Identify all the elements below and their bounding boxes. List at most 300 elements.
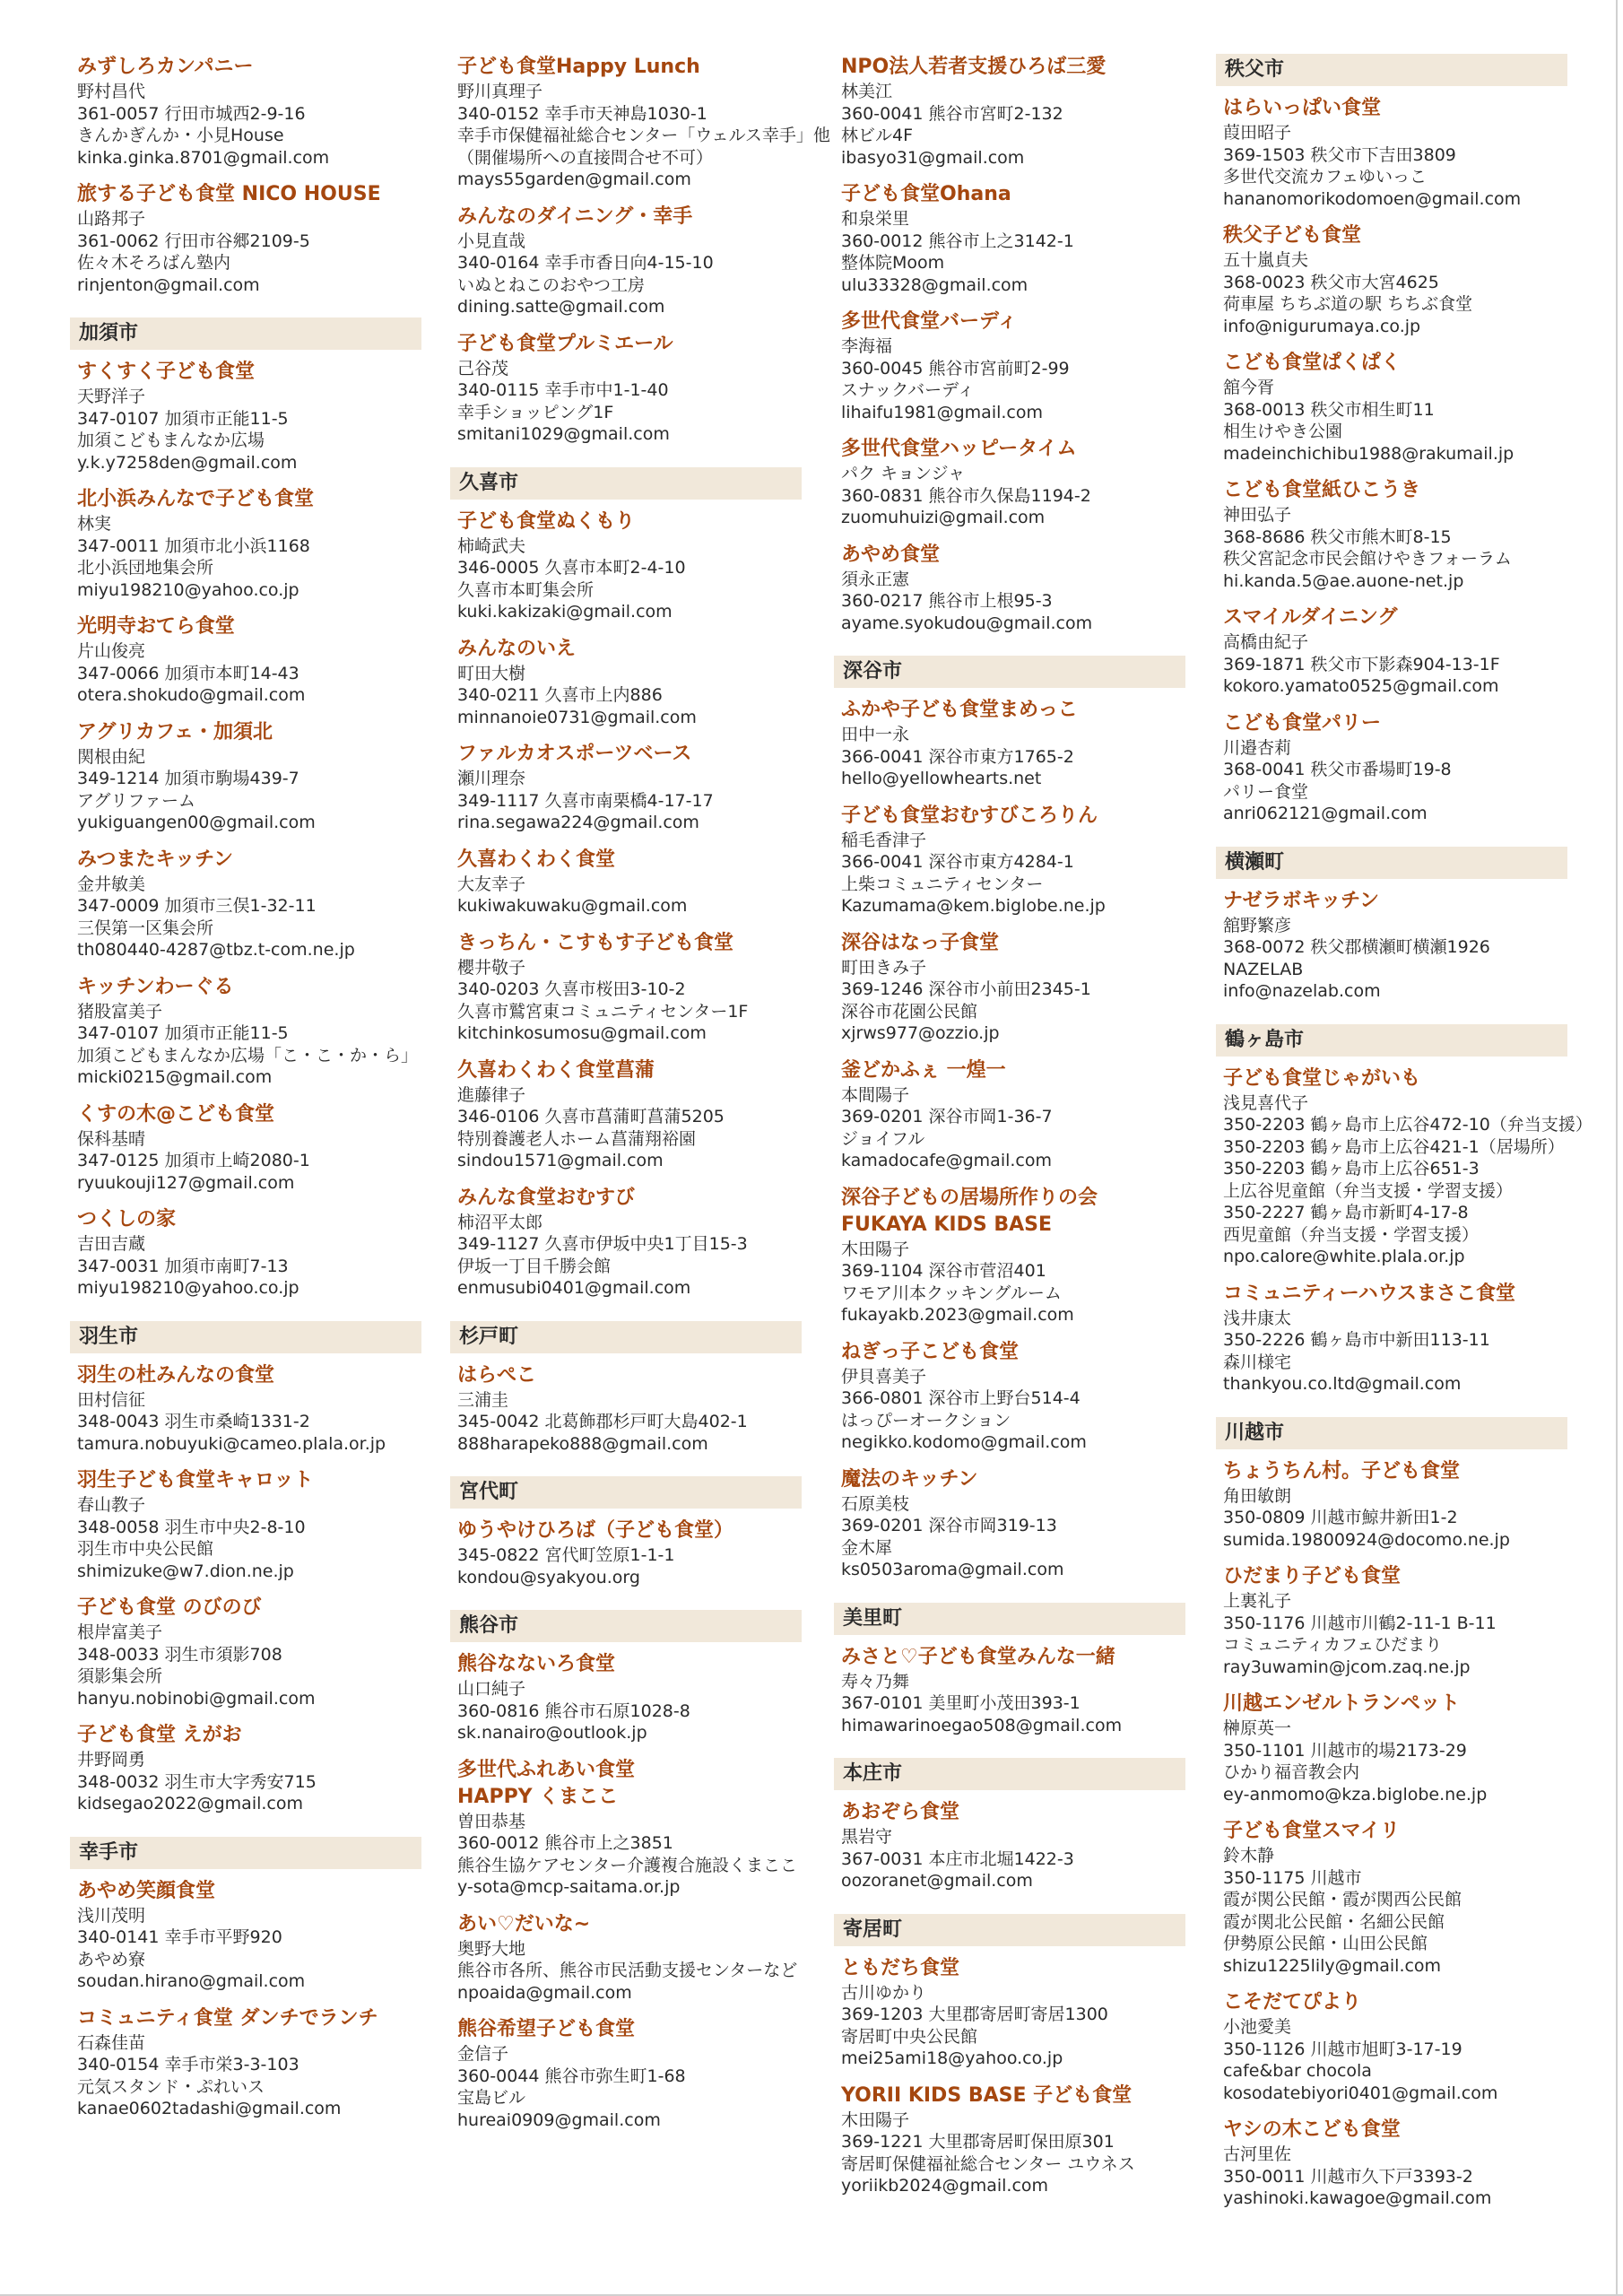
cafeteria-entry bbox=[1216, 1691, 1567, 1805]
detail-line: 349-1214 加須市駒場439-7 bbox=[77, 769, 299, 788]
detail-line: 361-0057 行田市城西2-9-16 bbox=[77, 103, 306, 124]
detail-line: 金井敏美 bbox=[77, 874, 146, 894]
email-link[interactable]: hananomorikodomoen@gmail.com bbox=[1223, 188, 1522, 209]
detail-line: 田村信征 bbox=[77, 1389, 146, 1410]
email-link[interactable]: hureai0909@gmail.com bbox=[457, 2109, 661, 2130]
detail-line: 367-0101 美里町小茂田393-1 bbox=[841, 1693, 1081, 1713]
cafeteria-name: 子ども食堂スマイリ bbox=[1223, 1820, 1401, 1842]
directory-column bbox=[450, 54, 830, 2152]
detail-line: 369-1871 秩父市下影森904-13-1F bbox=[1223, 654, 1500, 674]
detail-line: 林ビル4F bbox=[841, 126, 914, 145]
email-link[interactable]: miyu198210@yahoo.co.jp bbox=[77, 579, 299, 600]
city-header: 美里町 bbox=[834, 1603, 1185, 1635]
email-link[interactable]: kuki.kakizaki@gmail.com bbox=[457, 602, 673, 622]
cafeteria-name: YORII KIDS BASE 子ども食堂 bbox=[841, 2083, 1133, 2107]
email-link[interactable]: ryuukouji127@gmail.com bbox=[77, 1172, 295, 1193]
detail-line: あやめ寮 bbox=[77, 1949, 146, 1970]
detail-line: 舘今胥 bbox=[1223, 378, 1275, 397]
cafeteria-name: こそだてぴより bbox=[1223, 1991, 1362, 2013]
detail-line: 井野岡勇 bbox=[77, 1750, 146, 1770]
detail-line: きんかぎんか・小見House bbox=[77, 126, 284, 145]
cafeteria-name: あい♡だいな~ bbox=[457, 1912, 591, 1935]
cafeteria-entry bbox=[450, 847, 802, 918]
cafeteria-entry bbox=[450, 1057, 802, 1172]
cafeteria-name: 羽生子ども食堂キャロット bbox=[77, 1469, 314, 1492]
cafeteria-name: 久喜わくわく食堂菖蒲 bbox=[457, 1058, 655, 1082]
cafeteria-name: はらいっぱい食堂 bbox=[1223, 97, 1382, 119]
detail-line: 高橋由紀子 bbox=[1223, 632, 1309, 652]
detail-line: 柿崎武夫 bbox=[457, 535, 526, 556]
city-header: 秩父市 bbox=[1216, 54, 1567, 86]
city-section bbox=[450, 1610, 802, 2131]
email-link[interactable]: yashinoki.kawagoe@gmail.com bbox=[1223, 2188, 1492, 2208]
detail-line: 368-0023 秩父市大宮4625 bbox=[1223, 272, 1439, 292]
email-link[interactable]: zuomuhuizi@gmail.com bbox=[841, 508, 1046, 527]
cafeteria-name: あやめ食堂 bbox=[841, 543, 941, 566]
cafeteria-entry bbox=[70, 1206, 421, 1300]
detail-line: 368-8686 秩父市熊木町8-15 bbox=[1223, 526, 1452, 547]
cafeteria-entry bbox=[1216, 888, 1567, 1003]
detail-line: 深谷市花園公民館 bbox=[841, 1001, 978, 1022]
cafeteria-entry bbox=[70, 1101, 421, 1195]
detail-line: 柿沼平太郎 bbox=[457, 1212, 543, 1232]
cafeteria-entry bbox=[450, 509, 802, 623]
cafeteria-name: みんなのダイニング・幸手 bbox=[457, 204, 693, 228]
cafeteria-entry bbox=[1216, 95, 1567, 210]
cafeteria-entry bbox=[834, 930, 1185, 1045]
email-link[interactable]: kondou@syakyou.org bbox=[457, 1567, 640, 1587]
email-link[interactable]: soudan.hirano@gmail.com bbox=[77, 1971, 306, 1991]
email-link[interactable]: sk.nanairo@outlook.jp bbox=[457, 1723, 647, 1743]
detail-line: 368-0041 秩父市番場町19-8 bbox=[1223, 760, 1452, 779]
detail-line: はっぴーオークション bbox=[841, 1410, 1011, 1431]
email-link[interactable]: sindou1571@gmail.com bbox=[457, 1151, 664, 1170]
detail-line: 西児童館（弁当支援・学習支援） bbox=[1223, 1224, 1480, 1245]
detail-line: 上裏礼子 bbox=[1223, 1591, 1292, 1611]
detail-line: 鈴木静 bbox=[1223, 1846, 1275, 1866]
detail-line: （開催場所への直接問合せ不可） bbox=[457, 147, 714, 168]
detail-line: 古河里佐 bbox=[1223, 2144, 1292, 2164]
cafeteria-name: ファルカオスポーツベース bbox=[457, 743, 692, 765]
email-link[interactable]: hello@yellowhearts.net bbox=[841, 769, 1042, 788]
cafeteria-name: くすの木@こども食堂 bbox=[77, 1102, 275, 1126]
detail-line: 櫻井敬子 bbox=[457, 957, 526, 978]
email-link[interactable]: ey-anmomo@kza.biglobe.ne.jp bbox=[1223, 1784, 1488, 1805]
detail-line: 進藤律子 bbox=[457, 1084, 526, 1105]
detail-line: 360-0041 熊谷市宮町2-132 bbox=[841, 103, 1063, 124]
city-header: 横瀬町 bbox=[1216, 847, 1567, 879]
city-section bbox=[834, 656, 1185, 1581]
email-link[interactable]: thankyou.co.ltd@gmail.com bbox=[1223, 1374, 1462, 1394]
cafeteria-name: みんなのいえ bbox=[457, 637, 577, 660]
cafeteria-name: 子ども食堂Ohana bbox=[841, 183, 1011, 205]
cafeteria-name: 光明寺おてら食堂 bbox=[77, 615, 235, 638]
email-link[interactable]: npo.calore@white.plala.or.jp bbox=[1223, 1247, 1465, 1266]
email-link[interactable]: yukiguangen00@gmail.com bbox=[77, 813, 316, 832]
cafeteria-name: こども食堂紙ひこうき bbox=[1223, 479, 1421, 501]
cafeteria-name: 北小浜みんなで子ども食堂 bbox=[77, 488, 315, 510]
detail-line: 340-0115 幸手市中1-1-40 bbox=[457, 380, 669, 400]
city-section bbox=[1216, 847, 1567, 1003]
cafeteria-entry bbox=[834, 1466, 1185, 1581]
detail-line: 町田きみ子 bbox=[841, 957, 927, 978]
cafeteria-entry bbox=[834, 54, 1185, 169]
detail-line: 340-0141 幸手市平野920 bbox=[77, 1927, 282, 1947]
cafeteria-name: 子ども食堂プルミエール bbox=[457, 332, 673, 355]
detail-line: 荷車屋 ちちぶ道の駅 ちちぶ食堂 bbox=[1223, 294, 1473, 314]
email-link[interactable]: kosodatebiyori0401@gmail.com bbox=[1223, 2083, 1498, 2103]
detail-line: 根岸富美子 bbox=[77, 1622, 163, 1642]
detail-line: 多世代交流カフェゆいっこ bbox=[1223, 167, 1428, 187]
email-link[interactable]: otera.shokudo@gmail.com bbox=[77, 685, 306, 705]
email-link[interactable]: lihaifu1981@gmail.com bbox=[841, 402, 1043, 422]
cafeteria-name: 子ども食堂ぬくもり bbox=[457, 509, 636, 533]
detail-line: 上広谷児童館（弁当支援・学習支援） bbox=[1223, 1180, 1514, 1201]
detail-line: 関根由紀 bbox=[77, 746, 146, 767]
cafeteria-entry bbox=[834, 1799, 1185, 1892]
detail-line: いぬとねこのおやつ工房 bbox=[457, 274, 646, 295]
email-link[interactable]: info@nazelab.com bbox=[1223, 981, 1381, 1001]
email-link[interactable]: rina.segawa224@gmail.com bbox=[457, 813, 699, 832]
detail-line: 野川真理子 bbox=[457, 82, 543, 101]
cafeteria-entry bbox=[70, 1722, 421, 1815]
city-header: 杉戸町 bbox=[450, 1321, 802, 1353]
email-link[interactable]: enmusubi0401@gmail.com bbox=[457, 1278, 691, 1298]
detail-line: 金木犀 bbox=[841, 1537, 893, 1558]
city-header: 深谷市 bbox=[834, 656, 1185, 688]
cafeteria-name: あやめ笑顔食堂 bbox=[77, 1879, 216, 1902]
detail-line: 李海福 bbox=[841, 336, 893, 356]
detail-line: 369-1503 秩父市下吉田3809 bbox=[1223, 144, 1456, 165]
detail-line: 森川様宅 bbox=[1223, 1352, 1292, 1372]
email-link[interactable]: kidsegao2022@gmail.com bbox=[77, 1794, 304, 1813]
detail-line: 368-0072 秩父郡横瀬町横瀬1926 bbox=[1223, 937, 1490, 957]
detail-line: ワモア川本クッキングルーム bbox=[841, 1283, 1062, 1303]
email-link[interactable]: shizu1225lily@gmail.com bbox=[1223, 1955, 1442, 1976]
detail-line: 熊谷生協ケアセンター介護複合施設くまここ bbox=[457, 1855, 798, 1875]
cafeteria-entry bbox=[1216, 1989, 1567, 2104]
email-link[interactable]: y.k.y7258den@gmail.com bbox=[77, 452, 298, 473]
city-section bbox=[450, 1321, 802, 1456]
detail-line: 相生けやき公園 bbox=[1223, 422, 1343, 441]
detail-line: 345-0822 宮代町笠原1-1-1 bbox=[457, 1545, 675, 1565]
cafeteria-name: みずしろカンパニー bbox=[77, 56, 254, 78]
cafeteria-name: スマイルダイニング bbox=[1223, 606, 1398, 629]
email-link[interactable]: dining.satte@gmail.com bbox=[457, 297, 665, 317]
detail-line: 伊貝喜美子 bbox=[841, 1366, 927, 1387]
detail-line: 野村昌代 bbox=[77, 82, 146, 101]
email-link[interactable]: mays55garden@gmail.com bbox=[457, 170, 691, 189]
cafeteria-entry bbox=[450, 1518, 802, 1588]
detail-line: 350-2203 鶴ヶ島市上広谷421-1（居場所） bbox=[1223, 1136, 1565, 1157]
detail-line: 347-0031 加須市南町7-13 bbox=[77, 1256, 289, 1276]
detail-line: 350-1175 川越市 bbox=[1223, 1867, 1362, 1888]
detail-line: 林実 bbox=[77, 514, 112, 534]
detail-line: cafe&bar chocola bbox=[1223, 2061, 1372, 2081]
detail-line: 熊谷市各所、熊谷市民活動支援センターなど bbox=[457, 1961, 798, 1980]
cafeteria-name: 深谷はなっ子食堂 bbox=[841, 931, 1000, 954]
cafeteria-entry bbox=[834, 1185, 1185, 1326]
detail-line: 367-0031 本庄市北堀1422-3 bbox=[841, 1848, 1074, 1869]
email-link[interactable]: y-sota@mcp-saitama.or.jp bbox=[457, 1877, 681, 1897]
email-link[interactable]: kinka.ginka.8701@gmail.com bbox=[77, 147, 330, 168]
detail-line: 曽田恭基 bbox=[457, 1811, 526, 1831]
email-link[interactable]: th080440-4287@tbz.t-com.ne.jp bbox=[77, 940, 355, 960]
detail-line: 春山教子 bbox=[77, 1495, 146, 1515]
city-header: 川越市 bbox=[1216, 1417, 1567, 1449]
detail-line: 加須こどもまんなか広場「こ・こ・か・ら」 bbox=[77, 1045, 419, 1065]
detail-line: 久喜市本町集会所 bbox=[457, 579, 595, 600]
detail-line: 田中一永 bbox=[841, 725, 910, 744]
cafeteria-entry bbox=[834, 1339, 1185, 1454]
email-link[interactable]: anri062121@gmail.com bbox=[1223, 804, 1428, 823]
email-link[interactable]: hanyu.nobinobi@gmail.com bbox=[77, 1688, 316, 1709]
detail-line: 石森佳苗 bbox=[77, 2032, 146, 2053]
cafeteria-name: 久喜わくわく食堂 bbox=[457, 848, 616, 871]
detail-line: 猪股富美子 bbox=[77, 1001, 163, 1022]
detail-line: 350-0809 川越市鯨井新田1-2 bbox=[1223, 1508, 1458, 1527]
city-section bbox=[1216, 1024, 1593, 1396]
email-link[interactable]: smitani1029@gmail.com bbox=[457, 424, 670, 444]
city-header: 宮代町 bbox=[450, 1476, 802, 1509]
email-link[interactable]: ray3uwamin@jcom.zaq.ne.jp bbox=[1223, 1657, 1471, 1677]
detail-line: 360-0012 熊谷市上之3851 bbox=[457, 1833, 673, 1853]
cafeteria-entry bbox=[70, 359, 421, 474]
cafeteria-entry bbox=[450, 1757, 802, 1899]
cafeteria-entry bbox=[834, 309, 1185, 423]
detail-line: 347-0125 加須市上崎2080-1 bbox=[77, 1151, 310, 1170]
email-link[interactable]: oozoranet@gmail.com bbox=[841, 1871, 1033, 1891]
detail-line: 浅川茂明 bbox=[77, 1905, 146, 1926]
detail-line: 350-2203 鶴ヶ島市上広谷472-10（弁当支援） bbox=[1223, 1115, 1593, 1135]
cafeteria-name: 子ども食堂じゃがいも bbox=[1223, 1066, 1421, 1090]
email-link[interactable]: ks0503aroma@gmail.com bbox=[841, 1560, 1064, 1579]
detail-line: 小見直哉 bbox=[457, 230, 526, 251]
detail-line: 榊原英一 bbox=[1223, 1718, 1292, 1738]
city-section bbox=[70, 54, 421, 296]
detail-line: 加須こどもまんなか広場 bbox=[77, 430, 265, 450]
cafeteria-name: ふかや子ども食堂まめっこ bbox=[841, 699, 1078, 721]
detail-line: パリー食堂 bbox=[1223, 781, 1309, 802]
cafeteria-entry bbox=[70, 1878, 421, 1993]
detail-line: 369-0201 深谷市岡1-36-7 bbox=[841, 1107, 1053, 1126]
email-link[interactable]: sumida.19800924@docomo.ne.jp bbox=[1223, 1529, 1510, 1550]
detail-line: 366-0041 深谷市東方1765-2 bbox=[841, 746, 1074, 767]
email-link[interactable]: 888harapeko888@gmail.com bbox=[457, 1433, 708, 1454]
cafeteria-entry bbox=[1216, 2117, 1567, 2210]
email-link[interactable]: himawarinoegao508@gmail.com bbox=[841, 1715, 1123, 1735]
cafeteria-name: 魔法のキッチン bbox=[841, 1467, 978, 1491]
email-link[interactable]: tamura.nobuyuki@cameo.plala.or.jp bbox=[77, 1433, 386, 1454]
detail-line: 浅見喜代子 bbox=[1223, 1092, 1309, 1113]
cafeteria-name: 多世代食堂ハッピータイム bbox=[841, 438, 1077, 460]
detail-line: 369-0201 深谷市岡319-13 bbox=[841, 1516, 1057, 1535]
detail-line: ひかり福音教会内 bbox=[1223, 1762, 1360, 1782]
cafeteria-entry bbox=[70, 1595, 421, 1709]
detail-line: 稲毛香津子 bbox=[841, 830, 927, 850]
email-link[interactable]: hi.kanda.5@ae.auone-net.jp bbox=[1223, 570, 1464, 591]
detail-line: 霞が関公民館・霞が関西公民館 bbox=[1223, 1890, 1462, 1909]
detail-line: 元気スタンド・ぷれいス bbox=[77, 2076, 265, 2097]
cafeteria-entry bbox=[834, 697, 1185, 790]
cafeteria-name: あおぞら食堂 bbox=[841, 1801, 960, 1823]
detail-line: 瀬川理奈 bbox=[457, 769, 526, 788]
email-link[interactable]: minnanoie0731@gmail.com bbox=[457, 707, 697, 727]
detail-line: 本間陽子 bbox=[841, 1084, 910, 1105]
cafeteria-name: 羽生の杜みんなの食堂 bbox=[77, 1363, 275, 1387]
cafeteria-name: はらぺこ bbox=[457, 1363, 537, 1387]
detail-line: 小池愛美 bbox=[1223, 2017, 1292, 2037]
detail-line: 天野洋子 bbox=[77, 387, 146, 406]
detail-line: 349-1117 久喜市南栗橋4-17-17 bbox=[457, 790, 714, 811]
email-link[interactable]: madeinchichibu1988@rakumail.jp bbox=[1223, 443, 1515, 464]
city-header: 鶴ヶ島市 bbox=[1216, 1024, 1567, 1057]
detail-line: 上柴コミュニティセンター bbox=[841, 874, 1044, 894]
detail-line: 360-0044 熊谷市弥生町1-68 bbox=[457, 2066, 686, 2086]
detail-line: 己谷茂 bbox=[457, 358, 509, 378]
detail-line: 366-0041 深谷市東方4284-1 bbox=[841, 852, 1074, 872]
detail-line: 須影集会所 bbox=[77, 1666, 163, 1686]
email-link[interactable]: mei25ami18@yahoo.co.jp bbox=[841, 2048, 1063, 2068]
email-link[interactable]: Kazumama@kem.biglobe.ne.jp bbox=[841, 896, 1106, 916]
detail-line: 奥野大地 bbox=[457, 1938, 526, 1959]
detail-line: 369-1246 深谷市小前田2345-1 bbox=[841, 979, 1091, 999]
cafeteria-entry bbox=[834, 181, 1185, 296]
detail-line: 伊勢原公民館・山田公民館 bbox=[1223, 1934, 1428, 1953]
detail-line: 366-0801 深谷市上野台514-4 bbox=[841, 1388, 1081, 1408]
detail-line: 350-1176 川越市川鶴2-11-1 B-11 bbox=[1223, 1613, 1497, 1633]
detail-line: 340-0164 幸手市香日向4-15-10 bbox=[457, 253, 714, 273]
cafeteria-name: こども食堂ぱくぱく bbox=[1223, 352, 1402, 374]
city-header: 羽生市 bbox=[70, 1321, 421, 1353]
cafeteria-name: アグリカフェ・加須北 bbox=[77, 720, 273, 744]
detail-line: 町田大樹 bbox=[457, 663, 526, 683]
detail-line: 347-0066 加須市本町14-43 bbox=[77, 663, 299, 683]
email-link[interactable]: micki0215@gmail.com bbox=[77, 1067, 273, 1087]
detail-line: 360-0217 熊谷市上根95-3 bbox=[841, 591, 1053, 611]
email-link[interactable]: kokoro.yamato0525@gmail.com bbox=[1223, 676, 1499, 696]
cafeteria-name: コミュニティーハウスまさこ食堂 bbox=[1223, 1282, 1516, 1305]
cafeteria-name: 多世代食堂バーディ bbox=[841, 310, 1018, 333]
cafeteria-entry bbox=[450, 1362, 802, 1456]
city-header: 久喜市 bbox=[450, 467, 802, 500]
detail-line: 348-0032 羽生市大字秀安715 bbox=[77, 1771, 317, 1792]
cafeteria-entry bbox=[450, 54, 830, 191]
directory-column bbox=[70, 54, 421, 2142]
detail-line: 佐々木そろばん塾内 bbox=[77, 253, 231, 273]
detail-line: 久喜市鷲宮東コミュニティセンター1F bbox=[457, 1001, 749, 1022]
detail-line: 368-0013 秩父市相生町11 bbox=[1223, 399, 1435, 420]
cafeteria-entry bbox=[1216, 1458, 1567, 1552]
email-link[interactable]: shimizuke@w7.dion.ne.jp bbox=[77, 1561, 294, 1581]
cafeteria-entry bbox=[70, 974, 421, 1089]
cafeteria-entry bbox=[1216, 222, 1567, 337]
cafeteria-name: 熊谷希望子ども食堂 bbox=[457, 2018, 636, 2040]
detail-line: 369-1104 深谷市菅沼401 bbox=[841, 1261, 1046, 1281]
detail-line: 寿々乃舞 bbox=[841, 1671, 910, 1692]
detail-line: 348-0043 羽生市桑崎1331-2 bbox=[77, 1412, 310, 1431]
detail-line: 347-0009 加須市三俣1-32-11 bbox=[77, 896, 317, 916]
cafeteria-entry bbox=[70, 847, 421, 961]
detail-line: 秩父宮記念市民会館けやきフォーラム bbox=[1223, 549, 1512, 569]
detail-line: 伊坂一丁目千勝会館 bbox=[457, 1256, 612, 1276]
cafeteria-name: 子ども食堂 えがお bbox=[77, 1724, 242, 1746]
cafeteria-entry bbox=[1216, 477, 1567, 592]
detail-line: 350-2227 鶴ヶ島市新町4-17-8 bbox=[1223, 1203, 1469, 1222]
detail-line: 金信子 bbox=[457, 2044, 509, 2064]
email-link[interactable]: ibasyo31@gmail.com bbox=[841, 147, 1025, 168]
detail-line: 340-0154 幸手市栄3-3-103 bbox=[77, 2055, 299, 2074]
email-link[interactable]: ulu33328@gmail.com bbox=[841, 274, 1028, 295]
cafeteria-name: 熊谷なないろ食堂 bbox=[457, 1653, 616, 1675]
cafeteria-name: 子ども食堂おむすびころりん bbox=[841, 804, 1098, 827]
city-section bbox=[70, 317, 421, 1300]
cafeteria-entry bbox=[450, 204, 802, 318]
cafeteria-entry bbox=[450, 930, 802, 1045]
city-section bbox=[1216, 1417, 1567, 2210]
email-link[interactable]: fukayakb.2023@gmail.com bbox=[841, 1305, 1074, 1325]
detail-line: 350-2226 鶴ヶ島市中新田113-11 bbox=[1223, 1330, 1490, 1350]
detail-line: 特別養護老人ホーム菖蒲翔裕園 bbox=[457, 1128, 697, 1149]
detail-line: 山口純子 bbox=[457, 1679, 526, 1699]
cafeteria-entry bbox=[1216, 1281, 1567, 1396]
detail-line: 369-1203 大里郡寄居町寄居1300 bbox=[841, 2005, 1108, 2024]
email-link[interactable]: xjrws977@ozzio.jp bbox=[841, 1023, 1000, 1043]
city-section bbox=[834, 54, 1185, 634]
detail-line: 山路邦子 bbox=[77, 209, 146, 229]
detail-line: 木田陽子 bbox=[841, 1239, 910, 1259]
detail-line: 340-0203 久喜市桜田3-10-2 bbox=[457, 979, 686, 999]
directory-column bbox=[1216, 54, 1593, 2231]
cafeteria-entry bbox=[70, 54, 421, 169]
directory-column bbox=[834, 54, 1185, 2219]
email-link[interactable]: info@nigurumaya.co.jp bbox=[1223, 316, 1421, 336]
cafeteria-entry bbox=[70, 486, 421, 601]
city-header: 寄居町 bbox=[834, 1914, 1185, 1946]
email-link[interactable]: ayame.syokudou@gmail.com bbox=[841, 613, 1093, 633]
cafeteria-name: 子ども食堂 のびのび bbox=[77, 1596, 262, 1619]
cafeteria-name: つくしの家 bbox=[77, 1208, 177, 1231]
directory-columns bbox=[0, 54, 1623, 2278]
cafeteria-entry bbox=[1216, 604, 1567, 698]
cafeteria-entry bbox=[450, 1651, 802, 1744]
city-header: 熊谷市 bbox=[450, 1610, 802, 1642]
detail-line: 340-0211 久喜市上内886 bbox=[457, 685, 663, 705]
cafeteria-entry bbox=[450, 331, 802, 446]
cafeteria-name: みさと♡子ども食堂みんな一緒 bbox=[841, 1645, 1115, 1668]
detail-line: 古川ゆかり bbox=[841, 1982, 927, 2003]
cafeteria-entry bbox=[450, 741, 802, 834]
email-link[interactable]: kukiwakuwaku@gmail.com bbox=[457, 896, 688, 916]
detail-line: 木田陽子 bbox=[841, 2109, 910, 2130]
detail-line: 360-0012 熊谷市上之3142-1 bbox=[841, 230, 1074, 251]
email-link[interactable]: kitchinkosumosu@gmail.com bbox=[457, 1023, 707, 1043]
email-link[interactable]: negikko.kodomo@gmail.com bbox=[841, 1432, 1087, 1452]
email-link[interactable]: npoaida@gmail.com bbox=[457, 1982, 632, 2003]
detail-line: 349-1127 久喜市伊坂中央1丁目15-3 bbox=[457, 1234, 748, 1254]
email-link[interactable]: kanae0602tadashi@gmail.com bbox=[77, 2099, 342, 2118]
detail-line: 346-0005 久喜市本町2-4-10 bbox=[457, 558, 686, 578]
cafeteria-name: ひだまり子ども食堂 bbox=[1223, 1565, 1402, 1587]
email-link[interactable]: rinjenton@gmail.com bbox=[77, 274, 260, 295]
detail-line: 369-1221 大里郡寄居町保田原301 bbox=[841, 2132, 1115, 2152]
cafeteria-name: キッチンわーぐる bbox=[77, 975, 234, 998]
email-link[interactable]: kamadocafe@gmail.com bbox=[841, 1151, 1053, 1170]
cafeteria-name: こども食堂パリー bbox=[1223, 711, 1382, 735]
email-link[interactable]: yoriikb2024@gmail.com bbox=[841, 2176, 1049, 2196]
cafeteria-entry bbox=[70, 2005, 421, 2120]
email-link[interactable]: miyu198210@yahoo.co.jp bbox=[77, 1278, 299, 1298]
